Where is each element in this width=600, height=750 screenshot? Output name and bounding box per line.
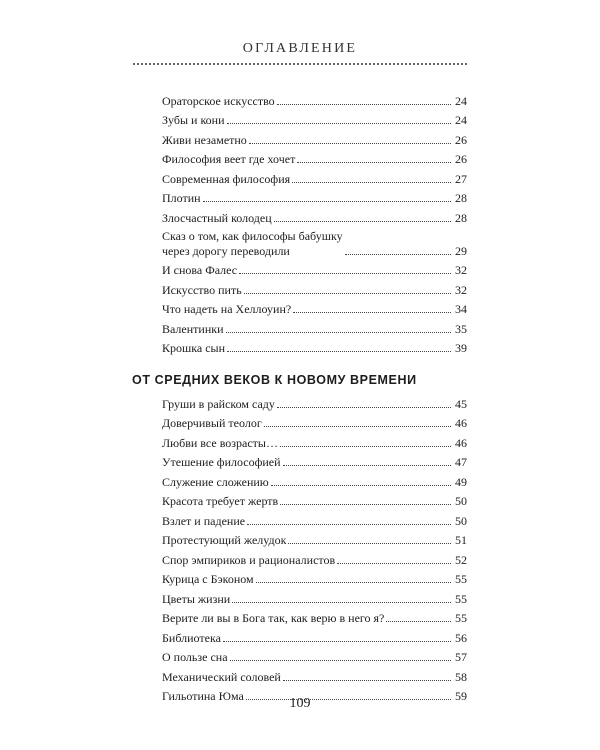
toc-entry[interactable] [162, 431, 467, 451]
toc-entry-title: Живи незаметно [162, 132, 247, 147]
toc-entry-page: 24 [455, 113, 467, 127]
toc-entry-title: Философия веет где хочет [162, 152, 296, 166]
toc-entry-title: Ораторское искусство [162, 93, 275, 108]
table-of-contents [132, 89, 467, 704]
toc-entry-page: 29 [455, 243, 467, 258]
toc-entry[interactable] [162, 607, 467, 627]
page-number: 109 [289, 696, 311, 711]
toc-entry-page: 50 [455, 513, 467, 528]
toc-entry-title: Плотин [162, 191, 201, 205]
dot-leader [244, 293, 451, 294]
toc-entry-page: 47 [455, 455, 467, 469]
toc-entry-page: 24 [455, 93, 467, 108]
toc-entry[interactable] [162, 259, 467, 279]
dotted-rule [133, 63, 467, 65]
toc-entry-page: 59 [455, 689, 467, 703]
toc-entry-page: 56 [455, 630, 467, 645]
toc-entry-title: Современная философия [162, 171, 291, 186]
dot-leader [223, 641, 451, 642]
toc-entry[interactable] [162, 568, 467, 588]
dot-leader [280, 446, 451, 447]
dot-leader [264, 426, 451, 427]
toc-entry-page: 46 [455, 416, 467, 430]
toc-entry-page: 28 [455, 210, 467, 225]
dot-leader [277, 407, 451, 408]
toc-entry-title: Библиотека [162, 630, 221, 645]
dot-leader [227, 351, 451, 352]
toc-entry-page: 26 [455, 132, 467, 147]
toc-entry[interactable] [162, 665, 467, 685]
toc-entry[interactable] [162, 646, 467, 666]
dot-leader [271, 485, 451, 486]
toc-entry[interactable] [162, 226, 467, 259]
toc-entry[interactable] [162, 337, 467, 357]
toc-entry-page: 51 [455, 533, 467, 547]
toc-entry-title: Цветы жизни [162, 591, 231, 606]
toc-entry[interactable] [162, 470, 467, 490]
toc-entry[interactable] [162, 187, 467, 207]
toc-entry[interactable] [162, 128, 467, 148]
toc-entry-page: 50 [455, 494, 467, 508]
toc-entry-title: Курица с Бэконом [162, 572, 254, 586]
dot-leader [230, 660, 451, 661]
toc-entry[interactable] [162, 490, 467, 510]
toc-entry-title: Спор эмпириков и рационалистов [162, 552, 336, 567]
toc-entry-page: 58 [455, 669, 467, 684]
toc-entry-title: Взлет и падение [162, 513, 246, 528]
toc-entry-page: 49 [455, 474, 467, 489]
toc-entry-page: 55 [455, 572, 467, 586]
toc-entry-title: Крошка сын [162, 341, 226, 355]
toc-entry-title: Что надеть на Хеллоуин? [162, 302, 292, 316]
toc-entry-title: Протестующий желудок [162, 533, 287, 547]
section-heading: ОТ СРЕДНИХ ВЕКОВ К НОВОМУ ВРЕМЕНИ [132, 373, 417, 387]
dot-leader [226, 332, 451, 333]
dot-leader [288, 543, 451, 544]
dot-leader [345, 254, 451, 255]
toc-entry-page: 32 [455, 282, 467, 297]
toc-entry-page: 55 [455, 611, 467, 625]
toc-entry[interactable] [162, 109, 467, 129]
dot-leader [239, 273, 451, 274]
toc-entry-title: Любви все возрасты… [162, 435, 278, 450]
dot-leader [256, 582, 451, 583]
dot-leader [283, 465, 451, 466]
toc-entry-page: 27 [455, 171, 467, 186]
toc-entry-page: 35 [455, 321, 467, 336]
toc-entry[interactable] [162, 392, 467, 412]
toc-entry-title: Искусство пить [162, 282, 242, 297]
dot-leader [247, 524, 451, 525]
toc-entry-page: 34 [455, 302, 467, 316]
toc-entry-title: Груши в райском саду [162, 396, 275, 411]
dot-leader [227, 123, 451, 124]
toc-entry[interactable] [162, 167, 467, 187]
toc-entry-page: 39 [455, 341, 467, 355]
dot-leader [293, 312, 451, 313]
toc-entry-title: Валентинки [162, 321, 224, 336]
toc-entry[interactable] [162, 626, 467, 646]
toc-entry-title: И снова Фалес [162, 263, 238, 277]
toc-entry[interactable] [162, 529, 467, 549]
toc-entry-page: 55 [455, 591, 467, 606]
dot-leader [292, 182, 451, 183]
running-head: ОГЛАВЛЕНИЕ [242, 41, 358, 56]
toc-entry[interactable] [162, 451, 467, 471]
toc-entry-page: 52 [455, 552, 467, 567]
toc-entry[interactable] [162, 278, 467, 298]
toc-entry-page: 45 [455, 396, 467, 411]
toc-entry[interactable] [162, 509, 467, 529]
toc-entry-page: 28 [455, 191, 467, 205]
dot-leader [274, 221, 451, 222]
toc-entry-title: Злосчастный колодец [162, 210, 272, 225]
toc-entry[interactable] [162, 548, 467, 568]
toc-entry[interactable] [162, 206, 467, 226]
toc-entry[interactable] [162, 587, 467, 607]
dot-leader [277, 104, 451, 105]
toc-entry-title: Утешение философией [162, 455, 281, 469]
dot-leader [280, 504, 451, 505]
dot-leader [283, 680, 451, 681]
dot-leader [232, 602, 451, 603]
toc-entry-page: 57 [455, 650, 467, 664]
toc-entry[interactable] [162, 412, 467, 432]
toc-entry-title: Механический соловей [162, 669, 281, 684]
toc-entry[interactable] [162, 89, 467, 109]
toc-entry-page: 46 [455, 435, 467, 450]
toc-entry[interactable] [162, 317, 467, 337]
toc-entry-title: Зубы и кони [162, 113, 225, 127]
toc-entry-title: Служение сложению [162, 474, 269, 489]
toc-entry-title: Сказ о том, как философы бабушку через дорогу переводили [162, 228, 343, 258]
toc-entry-title: Красота требует жертв [162, 494, 279, 508]
toc-entry-title: Гильотина Юма [162, 689, 244, 703]
dot-leader [203, 201, 451, 202]
dot-leader [297, 162, 451, 163]
toc-entry-title: Доверчивый теолог [162, 416, 262, 430]
toc-entry-page: 26 [455, 152, 467, 166]
dot-leader [249, 143, 451, 144]
toc-entry[interactable] [162, 298, 467, 318]
toc-entry[interactable] [162, 148, 467, 168]
toc-entry-page: 32 [455, 263, 467, 277]
dot-leader [386, 621, 451, 622]
dot-leader [337, 563, 451, 564]
toc-entry-title: О пользе сна [162, 650, 228, 664]
toc-entry-title: Верите ли вы в Бога так, как верю в него я? [162, 611, 385, 625]
